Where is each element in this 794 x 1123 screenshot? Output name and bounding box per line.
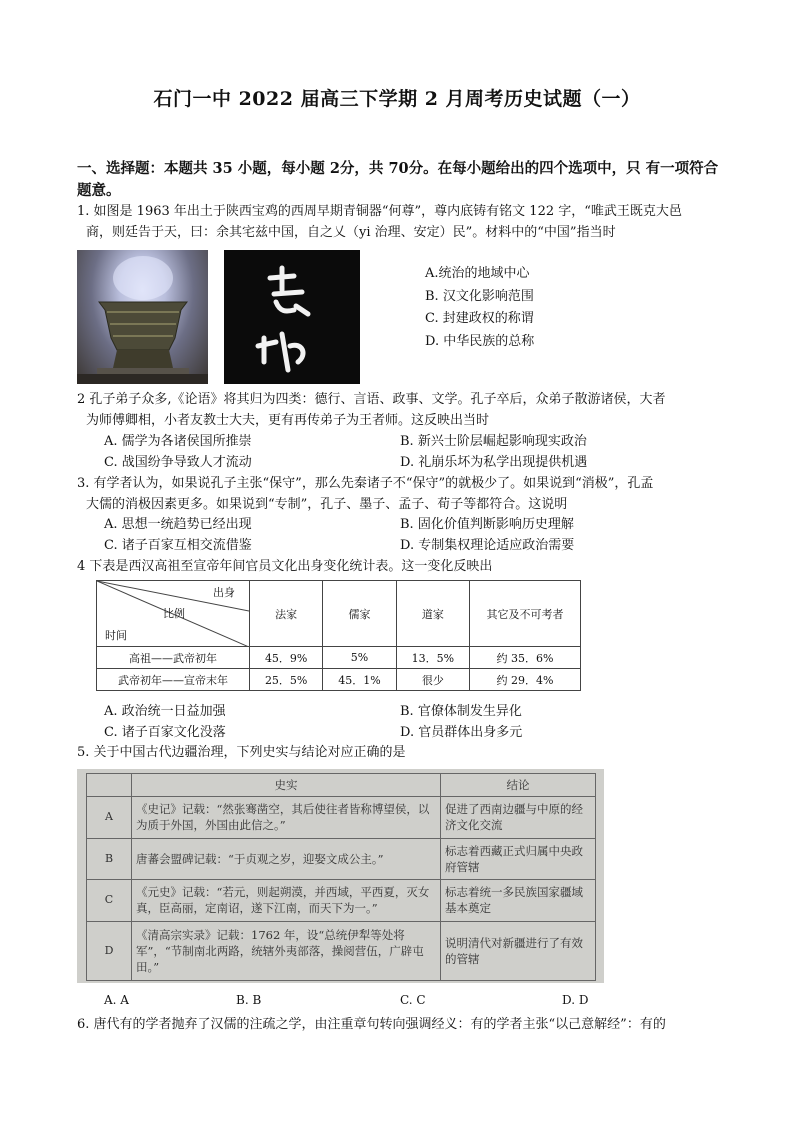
- row-conclusion: 促进了西南边疆与中原的经济文化交流: [441, 797, 596, 839]
- question-6: [77, 1014, 722, 1035]
- row-fact: 《清高宗实录》记载：1762 年，设“总统伊犁等处将军”，“节制南北两路，统辖外夷部落，操阅营伍，广辟屯田。”: [132, 921, 441, 981]
- row-conclusion: 说明清代对新疆进行了有效的管辖: [441, 921, 596, 981]
- q3-option-a[interactable]: A. 思想一统趋势已经出现: [104, 517, 252, 532]
- table-row: [87, 921, 596, 981]
- corner-time-label: 时间: [105, 629, 127, 642]
- row-value: 13．5%: [396, 647, 469, 669]
- row-key: C: [87, 880, 132, 922]
- question-1-line2: 商，则廷告于天，曰：余其宅兹中国，自之乂（yi 治理、安定）民”。材料中的“中国”指当时: [86, 225, 616, 240]
- row-conclusion: 标志着统一多民族国家疆域基本奠定: [441, 880, 596, 922]
- q2-option-b[interactable]: B. 新兴士阶层崛起影响现实政治: [400, 434, 587, 449]
- table-row: [87, 880, 596, 922]
- q1-option-c[interactable]: C. 封建政权的称谓: [425, 311, 534, 326]
- row-value: 25．5%: [250, 669, 323, 691]
- row-period: 武帝初年——宣帝末年: [97, 669, 250, 691]
- row-value: 约 35．6%: [470, 647, 581, 669]
- row-value: 很少: [396, 669, 469, 691]
- row-value: 45．1%: [323, 669, 396, 691]
- table-row: [87, 838, 596, 880]
- table-row: [97, 669, 581, 691]
- row-fact: 《史记》记载：“然张骞凿空，其后使往者皆称博望侯，以为质于外国，外国由此信之。”: [132, 797, 441, 839]
- inscription-photo: [224, 250, 360, 384]
- question-5: [77, 742, 722, 763]
- bronze-vessel-photo: [77, 250, 208, 384]
- section-heading: 一、选择题：本题共 35 小题，每小题 2分，共 70分。在每小题给出的四个选项中，只 有一项符合题意。: [77, 160, 719, 199]
- header-confucian: 儒家: [323, 581, 396, 647]
- question-1-options: [425, 263, 534, 353]
- question-2-line1: 2 孔子弟子众多,《论语》将其归为四类：德行、言语、政事、文学。孔子卒后，众弟子散游诸侯，大者: [77, 392, 666, 407]
- q4-option-a[interactable]: A. 政治统一日益加强: [104, 704, 226, 719]
- row-key: D: [87, 921, 132, 981]
- row-value: 45．9%: [250, 647, 323, 669]
- header-conclusion: 结论: [441, 774, 596, 797]
- official-origin-table: [96, 580, 581, 691]
- row-conclusion: 标志着西藏正式归属中央政府管辖: [441, 838, 596, 880]
- header-daoist: 道家: [396, 581, 469, 647]
- q1-option-a[interactable]: A.统治的地域中心: [425, 266, 530, 281]
- q3-option-c[interactable]: C. 诸子百家互相交流借鉴: [104, 538, 252, 553]
- question-4: [77, 556, 722, 577]
- question-3-line2: 大儒的消极因素更多。如果说到“专制”，孔子、墨子、孟子、荀子等都符合。这说明: [86, 497, 568, 512]
- row-period: 高祖——武帝初年: [97, 647, 250, 669]
- question-3-line1: 3. 有学者认为，如果说孔子主张“保守”，那么先秦诸子不“保守”的就极少了。如果说到“消极”，孔孟: [77, 476, 654, 491]
- q5-option-c[interactable]: C. C: [400, 993, 426, 1007]
- row-value: 约 29．4%: [470, 669, 581, 691]
- table-row: [87, 797, 596, 839]
- frontier-governance-table: [86, 773, 596, 981]
- q5-option-b[interactable]: B. B: [236, 993, 262, 1007]
- q3-option-b[interactable]: B. 固化价值判断影响历史理解: [400, 517, 574, 532]
- q4-option-c[interactable]: C. 诸子百家文化没落: [104, 725, 226, 740]
- q2-option-d[interactable]: D. 礼崩乐坏为私学出现提供机遇: [400, 455, 588, 470]
- header-fact: 史实: [132, 774, 441, 797]
- q1-option-b[interactable]: B. 汉文化影响范围: [425, 288, 534, 304]
- q4-option-d[interactable]: D. 官员群体出身多元: [400, 725, 523, 740]
- q4-option-b[interactable]: B. 官僚体制发生异化: [400, 704, 522, 719]
- question-2-options: [104, 431, 704, 473]
- row-key: A: [87, 797, 132, 839]
- header-blank: [87, 774, 132, 797]
- corner-origin-label: 出身: [213, 586, 235, 599]
- corner-ratio-label: 比例: [163, 607, 185, 620]
- q3-option-d[interactable]: D. 专制集权理论适应政治需要: [400, 538, 575, 553]
- question-2-line2: 为师傅卿相，小者友教士大夫，更有再传弟子为王者师。这反映出当时: [86, 413, 490, 428]
- page-title: 石门一中 2022 届高三下学期 2 月周考历史试题（一）: [153, 88, 641, 110]
- question-1: [77, 201, 722, 243]
- q1-option-d[interactable]: D. 中华民族的总称: [425, 333, 535, 349]
- table-corner-cell: [97, 581, 250, 647]
- row-fact: 唐蕃会盟碑记载：“于贞观之岁，迎娶文成公主。”: [132, 838, 441, 880]
- q2-option-c[interactable]: C. 战国纷争导致人才流动: [104, 455, 252, 470]
- row-fact: 《元史》记载：“若元，则起朔漠，并西域，平西夏，灭女真，臣高丽，定南诏，遂下江南，而天下为一。”: [132, 880, 441, 922]
- question-6-line1: 6. 唐代有的学者抛弃了汉儒的注疏之学，由注重章句转向强调经义：有的学者主张“以己意解经”：有的: [77, 1017, 666, 1032]
- q2-option-a[interactable]: A. 儒学为各诸侯国所推崇: [104, 434, 252, 449]
- q5-option-a[interactable]: A. A: [104, 993, 129, 1007]
- row-key: B: [87, 838, 132, 880]
- question-2: [77, 389, 722, 431]
- question-1-line1: 1. 如图是 1963 年出土于陕西宝鸡的西周早期青铜器“何尊”，尊内底铸有铭文 122 字，“唯武王既克大邑: [77, 204, 682, 219]
- question-4-line1: 4 下表是西汉高祖至宣帝年间官员文化出身变化统计表。这一变化反映出: [77, 559, 493, 574]
- question-4-options: [104, 701, 704, 743]
- q5-option-d[interactable]: D. D: [562, 993, 589, 1007]
- question-5-line1: 5. 关于中国古代边疆治理，下列史实与结论对应正确的是: [77, 745, 406, 760]
- row-value: 5%: [323, 647, 396, 669]
- question-3-options: [104, 514, 704, 556]
- table-row: [97, 647, 581, 669]
- header-other: 其它及不可考者: [470, 581, 581, 647]
- header-legalist: 法家: [250, 581, 323, 647]
- question-3: [77, 473, 722, 515]
